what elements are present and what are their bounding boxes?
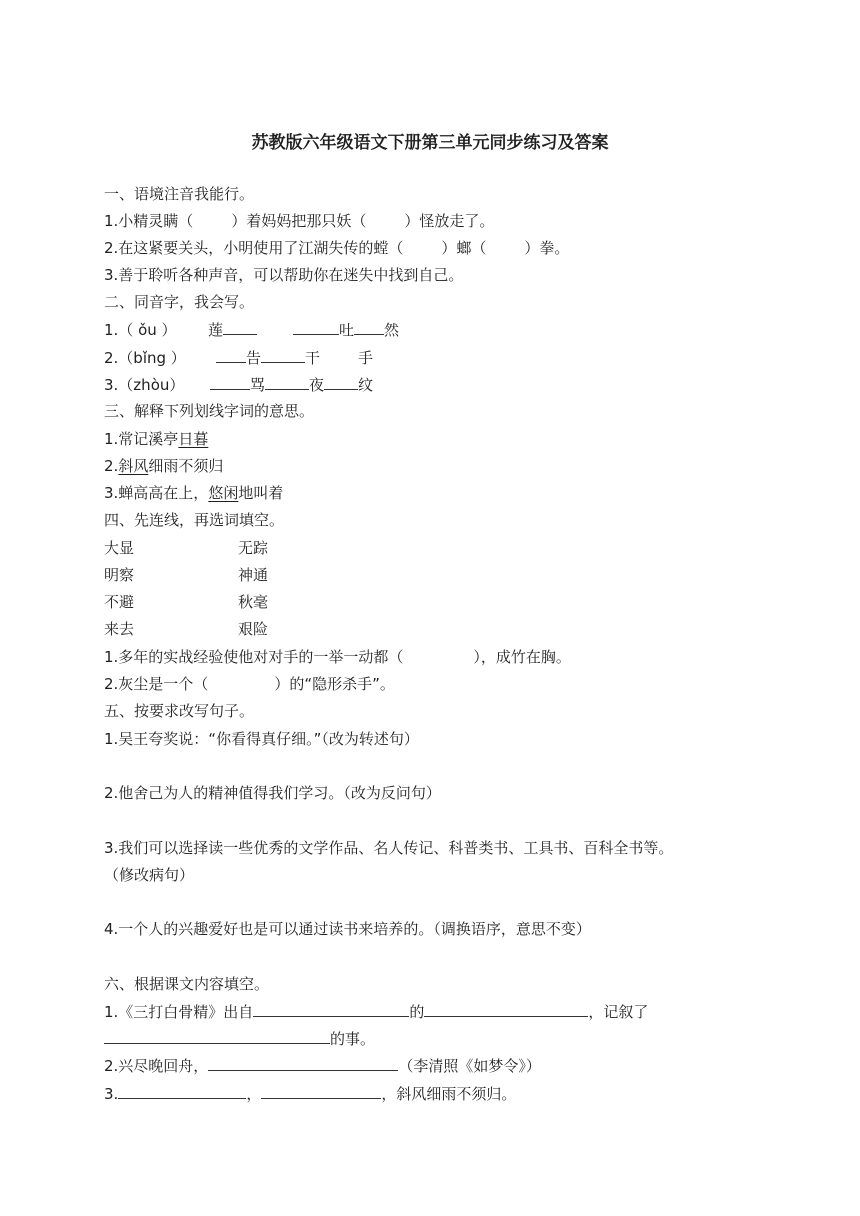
s1-question-3: 3.善于聆听各种声音，可以帮助你在迷失中找到自己。 bbox=[104, 266, 464, 284]
match-left-4: 来去 bbox=[104, 620, 135, 638]
match-right-3: 秋毫 bbox=[238, 593, 269, 611]
s3-item-3: 3.蝉高高在上，悠闲地叫着 bbox=[104, 484, 284, 502]
s6-question-1: 1.《三打白骨精》出自 的 ，记叙了 bbox=[104, 1003, 649, 1021]
s2-row-2: 2.（bǐng ） 告 干 手 bbox=[104, 349, 374, 367]
match-left-1: 大显 bbox=[104, 539, 135, 557]
s4-fill-1: 1.多年的实战经验使他对对手的一举一动都（ ），成竹在胸。 bbox=[104, 648, 571, 666]
s2-row-3: 3.（zhòu） 骂 夜 纹 bbox=[104, 376, 374, 394]
s6-question-3: 3. ， ，斜风细雨不须归。 bbox=[104, 1085, 517, 1103]
s6-question-2: 2.兴尽晚回舟， （李清照《如梦令》） bbox=[104, 1057, 541, 1075]
s5-question-3-note: （修改病句） bbox=[104, 866, 195, 884]
match-right-4: 艰险 bbox=[238, 620, 269, 638]
section-4-heading: 四、先连线，再选词填空。 bbox=[104, 511, 285, 529]
match-right-2: 神通 bbox=[238, 566, 269, 584]
s4-fill-2: 2.灰尘是一个（ ）的“隐形杀手”。 bbox=[104, 675, 395, 693]
match-right-1: 无踪 bbox=[238, 539, 269, 557]
section-1-heading: 一、语境注音我能行。 bbox=[104, 185, 255, 203]
s2-row-1: 1.（ ǒu ） 莲 吐 然 bbox=[104, 321, 400, 339]
section-5-heading: 五、按要求改写句子。 bbox=[104, 702, 255, 720]
s5-question-4: 4.一个人的兴趣爱好也是可以通过读书来培养的。（调换语序，意思不变） bbox=[104, 920, 591, 938]
s3-item-2: 2.斜风细雨不须归 bbox=[104, 457, 224, 475]
document-title: 苏教版六年级语文下册第三单元同步练习及答案 bbox=[251, 133, 609, 153]
match-left-3: 不避 bbox=[104, 593, 135, 611]
section-2-heading: 二、同音字，我会写。 bbox=[104, 293, 255, 311]
match-left-2: 明察 bbox=[104, 566, 135, 584]
section-6-heading: 六、根据课文内容填空。 bbox=[104, 975, 270, 993]
s5-question-3: 3.我们可以选择读一些优秀的文学作品、名人传记、科普类书、工具书、百科全书等。 bbox=[104, 839, 674, 857]
section-3-heading: 三、解释下列划线字词的意思。 bbox=[104, 402, 315, 420]
s6-question-1-cont: 的事。 bbox=[104, 1028, 375, 1049]
s5-question-2: 2.他舍己为人的精神值得我们学习。（改为反问句） bbox=[104, 784, 441, 802]
s1-question-2: 2.在这紧要关头，小明使用了江湖失传的螳（ ）螂（ ）拳。 bbox=[104, 239, 570, 257]
s3-item-1: 1.常记溪亭日暮 bbox=[104, 430, 209, 448]
s1-question-1: 1.小精灵瞒（ ）着妈妈把那只妖（ ）怪放走了。 bbox=[104, 212, 495, 230]
s5-question-1: 1.吴王夸奖说：“你看得真仔细。”（改为转述句） bbox=[104, 730, 419, 748]
